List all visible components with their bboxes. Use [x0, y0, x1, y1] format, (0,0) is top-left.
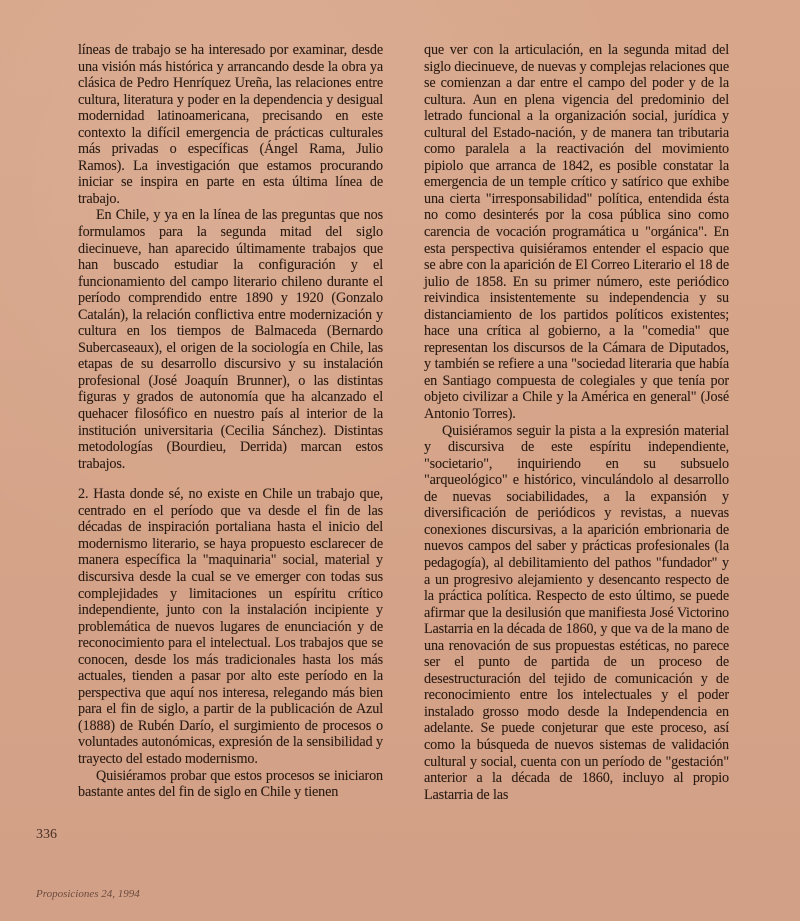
footer-citation: Proposiciones 24, 1994 — [36, 888, 140, 900]
page-number: 336 — [36, 827, 57, 842]
left-paragraph-2: En Chile, y ya en la línea de las preguntas que nos formulamos para la segunda mitad del siglo diecinueve, han aparecido últimamente trabajos que han buscado estudiar la configuración y el funcionamiento del campo literario chileno durante el período comprendido entre 1890 y 1920 (Gonzalo Catalán), la relación conflictiva entre modernización y cultura en los tiempos de Balmaceda (Bernardo Subercaseaux), el origen de la sociología en Chile, las etapas de su desarrollo discursivo y su instalación profesional (José Joaquín Brunner), o las distintas figuras y grados de autonomía que ha alcanzado el quehacer filosófico en nuestro país al interior de la institución universitaria (Cecilia Sánchez). Distintas metodologías (Bourdieu, Derrida) marcan estos trabajos. — [78, 207, 383, 472]
right-column — [424, 42, 729, 803]
left-paragraph-4: Quisiéramos probar que estos procesos se iniciaron bastante antes del fin de siglo en Chile y tienen — [78, 767, 383, 801]
left-column — [78, 42, 383, 801]
left-paragraph-3: 2. Hasta donde sé, no existe en Chile un trabajo que, centrado en el período que va desde el fin de las décadas de inspiración portaliana hasta el inicio del modernismo literario, se haya propuesto esclarecer de manera específica la "maquinaria" social, material y discursiva desde la cual se ve emerger con todas sus complejidades y limitaciones un espíritu crítico independiente, junto con la instalación incipiente y problemática de nuevos lugares de enunciación y de reconocimiento para el intelectual. Los trabajos que se conocen, desde los más tradicionales hasta los más actuales, tienden a pasar por alto este período en la perspectiva que aquí nos interesa, relegando más bien para el fin de siglo, a partir de la publicación de Azul (1888) de Rubén Darío, el surgimiento de procesos o voluntades autonómicas, expresión de la sensibilidad y trayecto del estado modernismo. — [78, 486, 383, 767]
left-paragraph-1: líneas de trabajo se ha interesado por examinar, desde una visión más histórica y arrancando desde la obra ya clásica de Pedro Henríquez Ureña, las relaciones entre cultura, literatura y poder en la dependencia y desigual modernidad latinoamericana, precisando en este contexto la difícil emergencia de prácticas culturales más privadas o específicas (Ángel Rama, Julio Ramos). La investigación que estamos procurando iniciar se inspira en parte en esta última línea de trabajo. — [78, 42, 383, 207]
right-paragraph-2: Quisiéramos seguir la pista a la expresión material y discursiva de este espíritu independiente, "societario", inquiriendo en su subsuelo "arqueológico" e histórico, vinculándolo al desarrollo de nuevas sociabilidades, a la expansión y diversificación de periódicos y revistas, a nuevas conexiones discursivas, a la aparición embrionaria de nuevos campos del saber y prácticas profesionales (la pedagogía), al debilitamiento del pathos "fundador" y a un progresivo alejamiento y desencanto respecto de la práctica política. Respecto de esto último, se puede afirmar que la desilusión que manifiesta José Victorino Lastarria en la década de 1860, y que va de la mano de una renovación de sus propuestas estéticas, no parece ser el punto de partida de un proceso de desestructuración del tejido de comunicación y de reconocimiento entre los intelectuales y el poder instalado grosso modo desde la Independencia en adelante. Se puede conjeturar que este proceso, así como la búsqueda de nuevos sistemas de validación cultural y social, cuenta con un período de "gestación" anterior a la década de 1860, incluyo al propio Lastarria de las — [424, 422, 729, 803]
right-paragraph-1: que ver con la articulación, en la segunda mitad del siglo diecinueve, de nuevas y complejas relaciones que se comienzan a dar entre el campo del poder y de la cultura. Aun en plena vigencia del predominio del letrado funcional a la organización social, jurídica y cultural del Estado-nación, y de manera tan tributaria como paralela a la reactivación del movimiento pipiolo que arranca de 1842, es posible constatar la emergencia de un temple crítico y satírico que exhibe una cierta "irresponsabilidad" política, entendida ésta no como desinterés por la cosa pública sino como carencia de vocación programática u "orgánica". En esta perspectiva quisiéramos entender el espacio que se abre con la aparición de El Correo Literario el 18 de julio de 1858. En su primer número, este periódico reivindica insistentemente su independencia y su distanciamiento de los partidos políticos existentes; hace una crítica al gobierno, a la "comedia" que representan los discursos de la Cámara de Diputados, y también se refiere a una "sociedad literaria que había en Santiago compuesta de colegiales y que tenía por objeto civilizar a Chile y la América en general" (José Antonio Torres). — [424, 42, 729, 423]
paragraph-spacer — [78, 472, 383, 486]
